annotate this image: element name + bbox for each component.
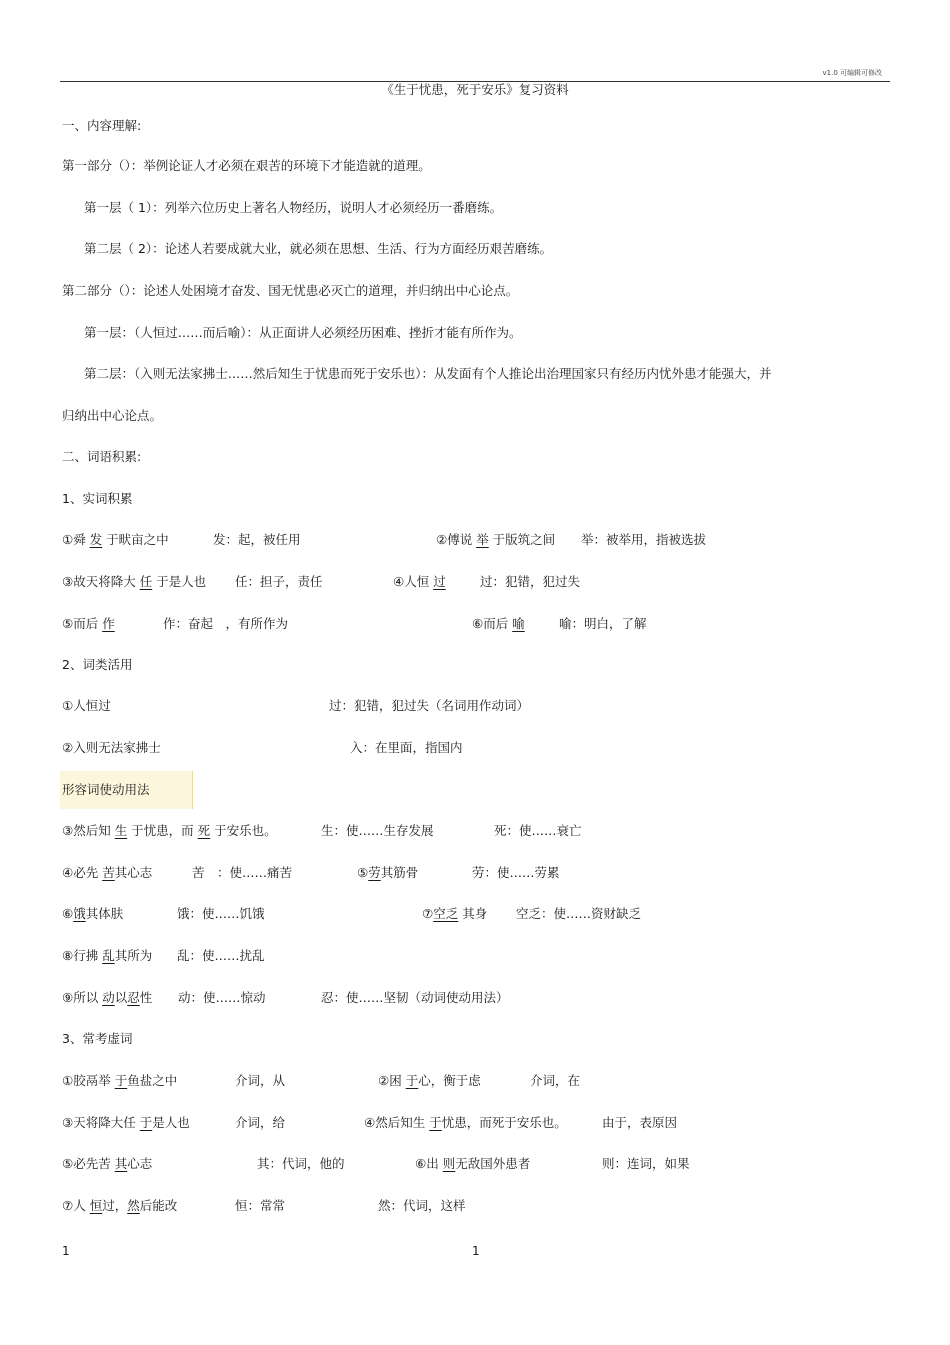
shici-def-1: 发：起，被任用 <box>213 532 301 547</box>
shici-item-6: ⑥而后 喻 <box>472 616 525 631</box>
part-2: 第二部分（）：论述人处困境才奋发、国无忧患必灭亡的道理，并归纳出中心论点。 <box>62 283 519 298</box>
part-1: 第一部分（）：举例论证人才必须在艰苦的环境下才能造就的道理。 <box>62 158 431 173</box>
xuci-def-6: 则：连词，如果 <box>602 1156 690 1171</box>
huoyong-item-9: ⑨所以 动以忍性 <box>62 990 153 1005</box>
xuci-item-2: ②困 于心，衡于虑 <box>378 1073 481 1088</box>
shici-item-1: ①舜 发 于畎亩之中 <box>62 532 169 547</box>
sub-2-heading: 2、词类活用 <box>62 657 133 672</box>
sub-3-heading: 3、常考虚词 <box>62 1031 133 1046</box>
xuci-def-4: 由于，表原因 <box>602 1115 678 1130</box>
xuci-def-7b: 然：代词，这样 <box>378 1198 466 1213</box>
huoyong-item-8: ⑧行拂 乱其所为 <box>62 948 153 963</box>
huoyong-def-6: 饿：使……饥饿 <box>177 906 265 921</box>
huoyong-def-2: 入：在里面，指国内 <box>350 740 463 755</box>
shici-def-2: 举：被举用，指被选拔 <box>581 532 707 547</box>
xuci-def-2: 介词，在 <box>530 1073 581 1088</box>
shici-def-6: 喻：明白，了解 <box>559 616 647 631</box>
part-1-layer-2: 第二层（ 2）：论述人若要成就大业，就必须在思想、生活、行为方面经历艰苦磨练。 <box>84 241 553 256</box>
page-number-left: 1 <box>62 1244 70 1258</box>
shici-item-2: ②傅说 举 于版筑之间 <box>436 532 556 547</box>
huoyong-item-7: ⑦空乏 其身 <box>422 906 488 921</box>
part-1-layer-1: 第一层（ 1）：列举六位历史上著名人物经历，说明人才必须经历一番磨练。 <box>84 200 503 215</box>
xuci-item-7: ⑦人 恒过，然后能改 <box>62 1198 178 1213</box>
sub-1-heading: 1、实词积累 <box>62 491 133 506</box>
huoyong-item-6: ⑥饿其体肤 <box>62 906 124 921</box>
shici-def-4: 过：犯错，犯过失 <box>480 574 581 589</box>
section-2-heading: 二、词语积累: <box>62 449 142 464</box>
huoyong-def-9a: 动：使……惊动 <box>178 990 266 1005</box>
xuci-item-5: ⑤必先苦 其心志 <box>62 1156 153 1171</box>
huoyong-def-3a: 生：使……生存发展 <box>321 823 434 838</box>
xuci-item-4: ④然后知生 于忧患，而死于安乐也。 <box>364 1115 567 1130</box>
huoyong-item-4: ④必先 苦其心志 <box>62 865 153 880</box>
huoyong-item-2: ②入则无法家拂士 <box>62 740 161 755</box>
document-title: 《生于忧患，死于安乐》复习资料 <box>381 82 569 97</box>
page-header-label: v1.0 可编辑可修改 <box>822 69 882 77</box>
xuci-item-1: ①胶鬲举 于鱼盐之中 <box>62 1073 178 1088</box>
highlight-label: 形容词使动用法 <box>62 782 150 797</box>
huoyong-def-1: 过：犯错，犯过失（名词用作动词） <box>329 698 530 713</box>
shici-def-5: 作：奋起 ，有所作为 <box>163 616 289 631</box>
huoyong-def-9b: 忍：使……坚韧（动词使动用法） <box>321 990 509 1005</box>
page-number-center: 1 <box>472 1244 480 1258</box>
xuci-item-3: ③天将降大任 于是人也 <box>62 1115 190 1130</box>
section-1-heading: 一、内容理解: <box>62 118 142 133</box>
huoyong-item-1: ①人恒过 <box>62 698 111 713</box>
part-2-layer-2: 第二层：（入则无法家拂士……然后知生于忧患而死于安乐也）：从发面有个人推论出治理国家只有经历内忧外患才能强大，并 <box>84 366 772 381</box>
xuci-def-5: 其：代词，他的 <box>257 1156 345 1171</box>
xuci-item-6: ⑥出 则无敌国外患者 <box>415 1156 531 1171</box>
huoyong-def-8: 乱：使……扰乱 <box>177 948 265 963</box>
huoyong-def-7: 空乏：使……资财缺乏 <box>516 906 642 921</box>
huoyong-def-5: 劳：使……劳累 <box>472 865 560 880</box>
huoyong-item-5: ⑤劳其筋骨 <box>357 865 419 880</box>
part-2-layer-1: 第一层：（人恒过……而后喻）：从正面讲人必须经历困难、挫折才能有所作为。 <box>84 325 522 340</box>
shici-def-3: 任：担子，责任 <box>235 574 323 589</box>
xuci-def-7a: 恒：常常 <box>235 1198 286 1213</box>
shici-item-3: ③故天将降大 任 于是人也 <box>62 574 207 589</box>
huoyong-def-3b: 死：使……衰亡 <box>494 823 582 838</box>
xuci-def-3: 介词，给 <box>235 1115 286 1130</box>
huoyong-item-3: ③然后知 生 于忧患，而 死 于安乐也。 <box>62 823 277 838</box>
shici-item-4: ④人恒 过 <box>393 574 446 589</box>
huoyong-def-4: 苦 ：使……痛苦 <box>192 865 293 880</box>
shici-item-5: ⑤而后 作 <box>62 616 115 631</box>
xuci-def-1: 介词，从 <box>235 1073 286 1088</box>
part-2-layer-2-cont: 归纳出中心论点。 <box>62 408 163 423</box>
